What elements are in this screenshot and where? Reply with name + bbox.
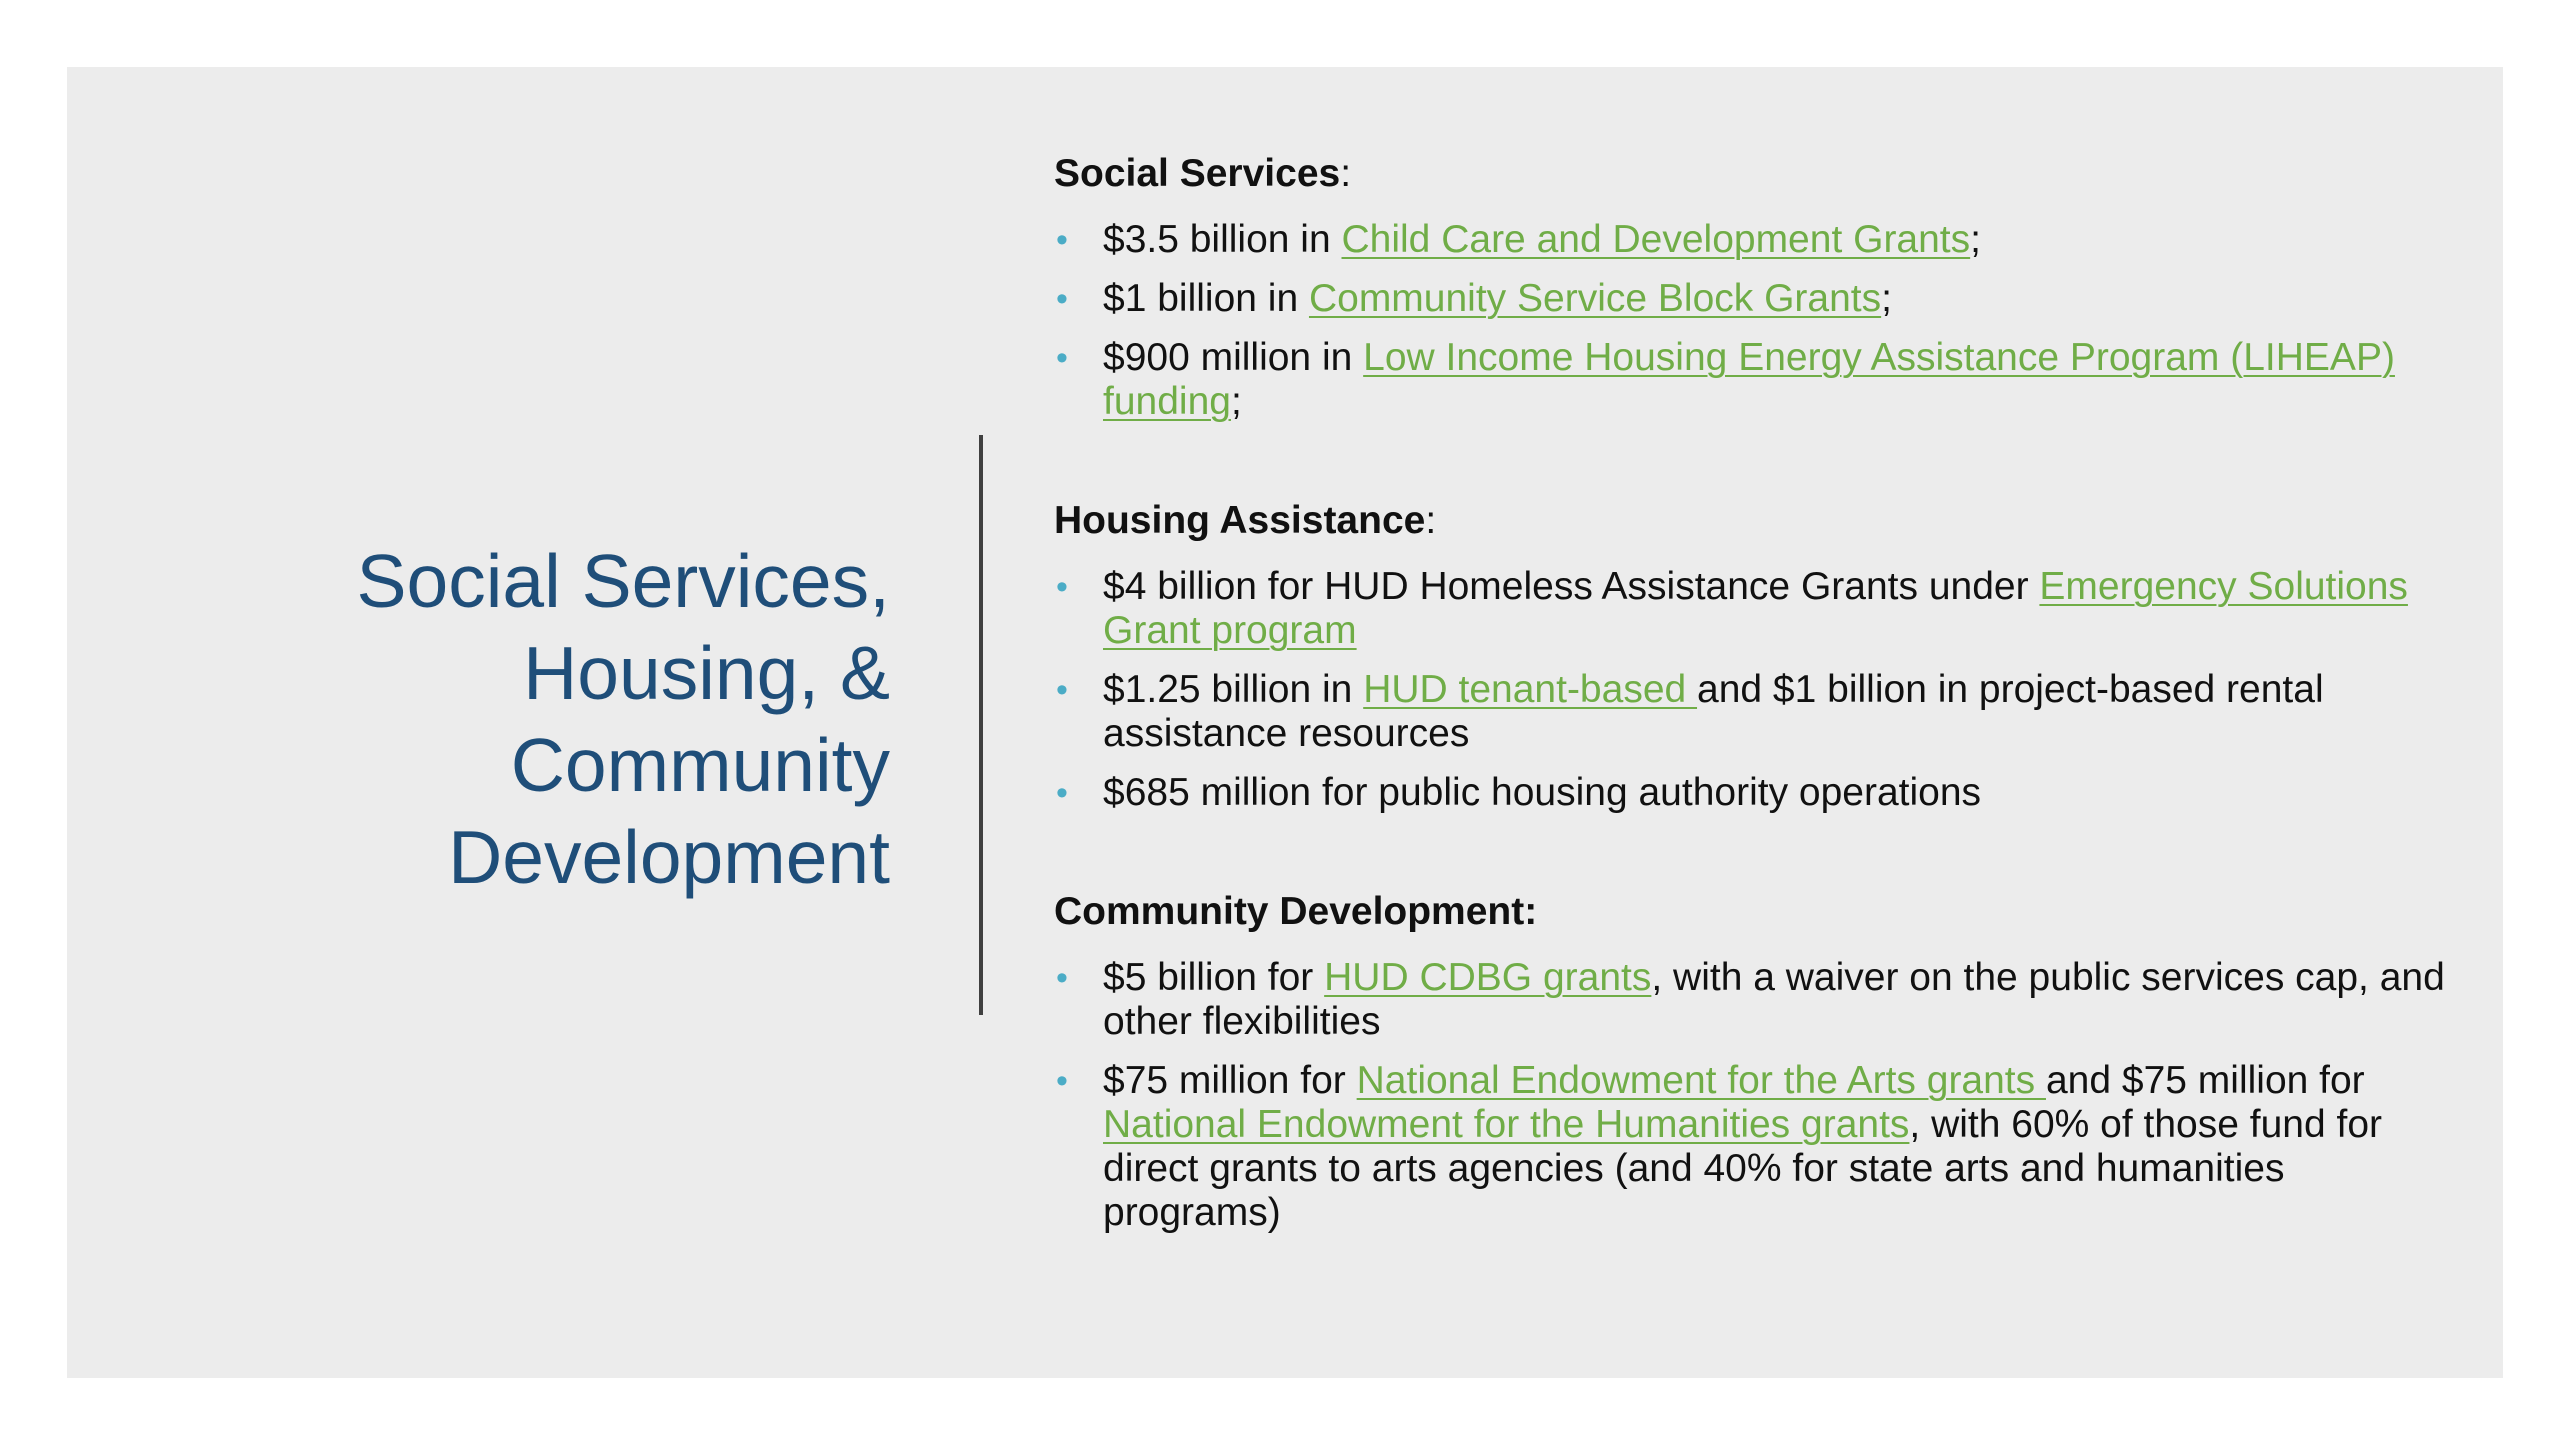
title-line: Housing, & xyxy=(523,631,890,715)
list-item xyxy=(1054,771,2454,815)
bullet-list xyxy=(1054,956,2454,1235)
section-heading xyxy=(1054,890,2454,934)
link-liheap-funding[interactable]: Low Income Housing Energy Assistance Program (LIHEAP) funding xyxy=(1103,336,2395,423)
link-neh-grants[interactable]: National Endowment for the Humanities grants xyxy=(1103,1103,1910,1146)
link-child-care-grants[interactable]: Child Care and Development Grants xyxy=(1341,218,1971,261)
vertical-divider xyxy=(979,435,983,1015)
item-text: $75 million for xyxy=(1103,1059,1357,1102)
section-housing-assistance xyxy=(1054,499,2454,815)
bullet-icon: • xyxy=(1056,339,1068,377)
list-item xyxy=(1054,565,2454,653)
bullet-icon: • xyxy=(1056,1062,1068,1100)
section-heading xyxy=(1054,152,2454,196)
list-item xyxy=(1054,668,2454,756)
list-item xyxy=(1054,218,2454,262)
list-item xyxy=(1054,277,2454,321)
list-item xyxy=(1054,956,2454,1044)
title-line: Development xyxy=(448,815,890,899)
list-item xyxy=(1054,336,2454,424)
heading-text: Social Services xyxy=(1054,152,1341,195)
bullet-icon: • xyxy=(1056,221,1068,259)
title-line: Community xyxy=(510,723,890,807)
bullet-icon: • xyxy=(1056,568,1068,606)
bullet-icon: • xyxy=(1056,280,1068,318)
item-text: $5 billion for xyxy=(1103,956,1325,999)
link-nea-grants[interactable]: National Endowment for the Arts grants xyxy=(1356,1059,2046,1102)
bullet-icon: • xyxy=(1056,671,1068,709)
item-text: and $75 million for xyxy=(2045,1059,2365,1102)
bullet-icon: • xyxy=(1056,959,1068,997)
section-social-services xyxy=(1054,152,2454,424)
bullet-list xyxy=(1054,565,2454,815)
slide-title xyxy=(190,535,890,903)
item-text: ; xyxy=(1881,277,1892,320)
link-hud-tenant-based[interactable]: HUD tenant-based xyxy=(1363,668,1698,711)
section-community-development xyxy=(1054,890,2454,1235)
title-line: Social Services, xyxy=(356,539,890,623)
bullet-list xyxy=(1054,218,2454,424)
heading-text: Community Development: xyxy=(1054,890,1538,933)
item-text: $900 million in xyxy=(1103,336,1364,379)
link-emergency-solutions-grant[interactable]: Emergency Solutions Grant program xyxy=(1103,565,2408,652)
heading-text: Housing Assistance xyxy=(1054,499,1426,542)
item-text: and $1 billion in project-based rental assistance resources xyxy=(1103,668,2324,755)
link-community-service-block-grants[interactable]: Community Service Block Grants xyxy=(1308,277,1882,320)
link-hud-cdbg-grants[interactable]: HUD CDBG grants xyxy=(1324,956,1652,999)
item-text: $1 billion in xyxy=(1103,277,1309,320)
item-text: ; xyxy=(1230,380,1242,423)
heading-colon: : xyxy=(1340,152,1352,195)
list-item xyxy=(1054,1059,2454,1235)
item-text: $4 billion for HUD Homeless Assistance Grants under xyxy=(1103,565,2040,608)
item-text: , with 60% of those fund for direct grants to arts agencies (and 40% for state arts and humanities programs) xyxy=(1103,1103,2383,1234)
section-heading xyxy=(1054,499,2454,543)
item-text: ; xyxy=(1970,218,1981,261)
item-text: $3.5 billion in xyxy=(1103,218,1342,261)
bullet-icon: • xyxy=(1056,774,1068,812)
heading-colon: : xyxy=(1425,499,1437,542)
slide-content xyxy=(1054,152,2454,1310)
slide xyxy=(67,67,2503,1378)
item-text: $685 million for public housing authority operations xyxy=(1103,771,1982,814)
item-text: $1.25 billion in xyxy=(1103,668,1364,711)
item-text: , with a waiver on the public services cap, and other flexibilities xyxy=(1103,956,2445,1043)
